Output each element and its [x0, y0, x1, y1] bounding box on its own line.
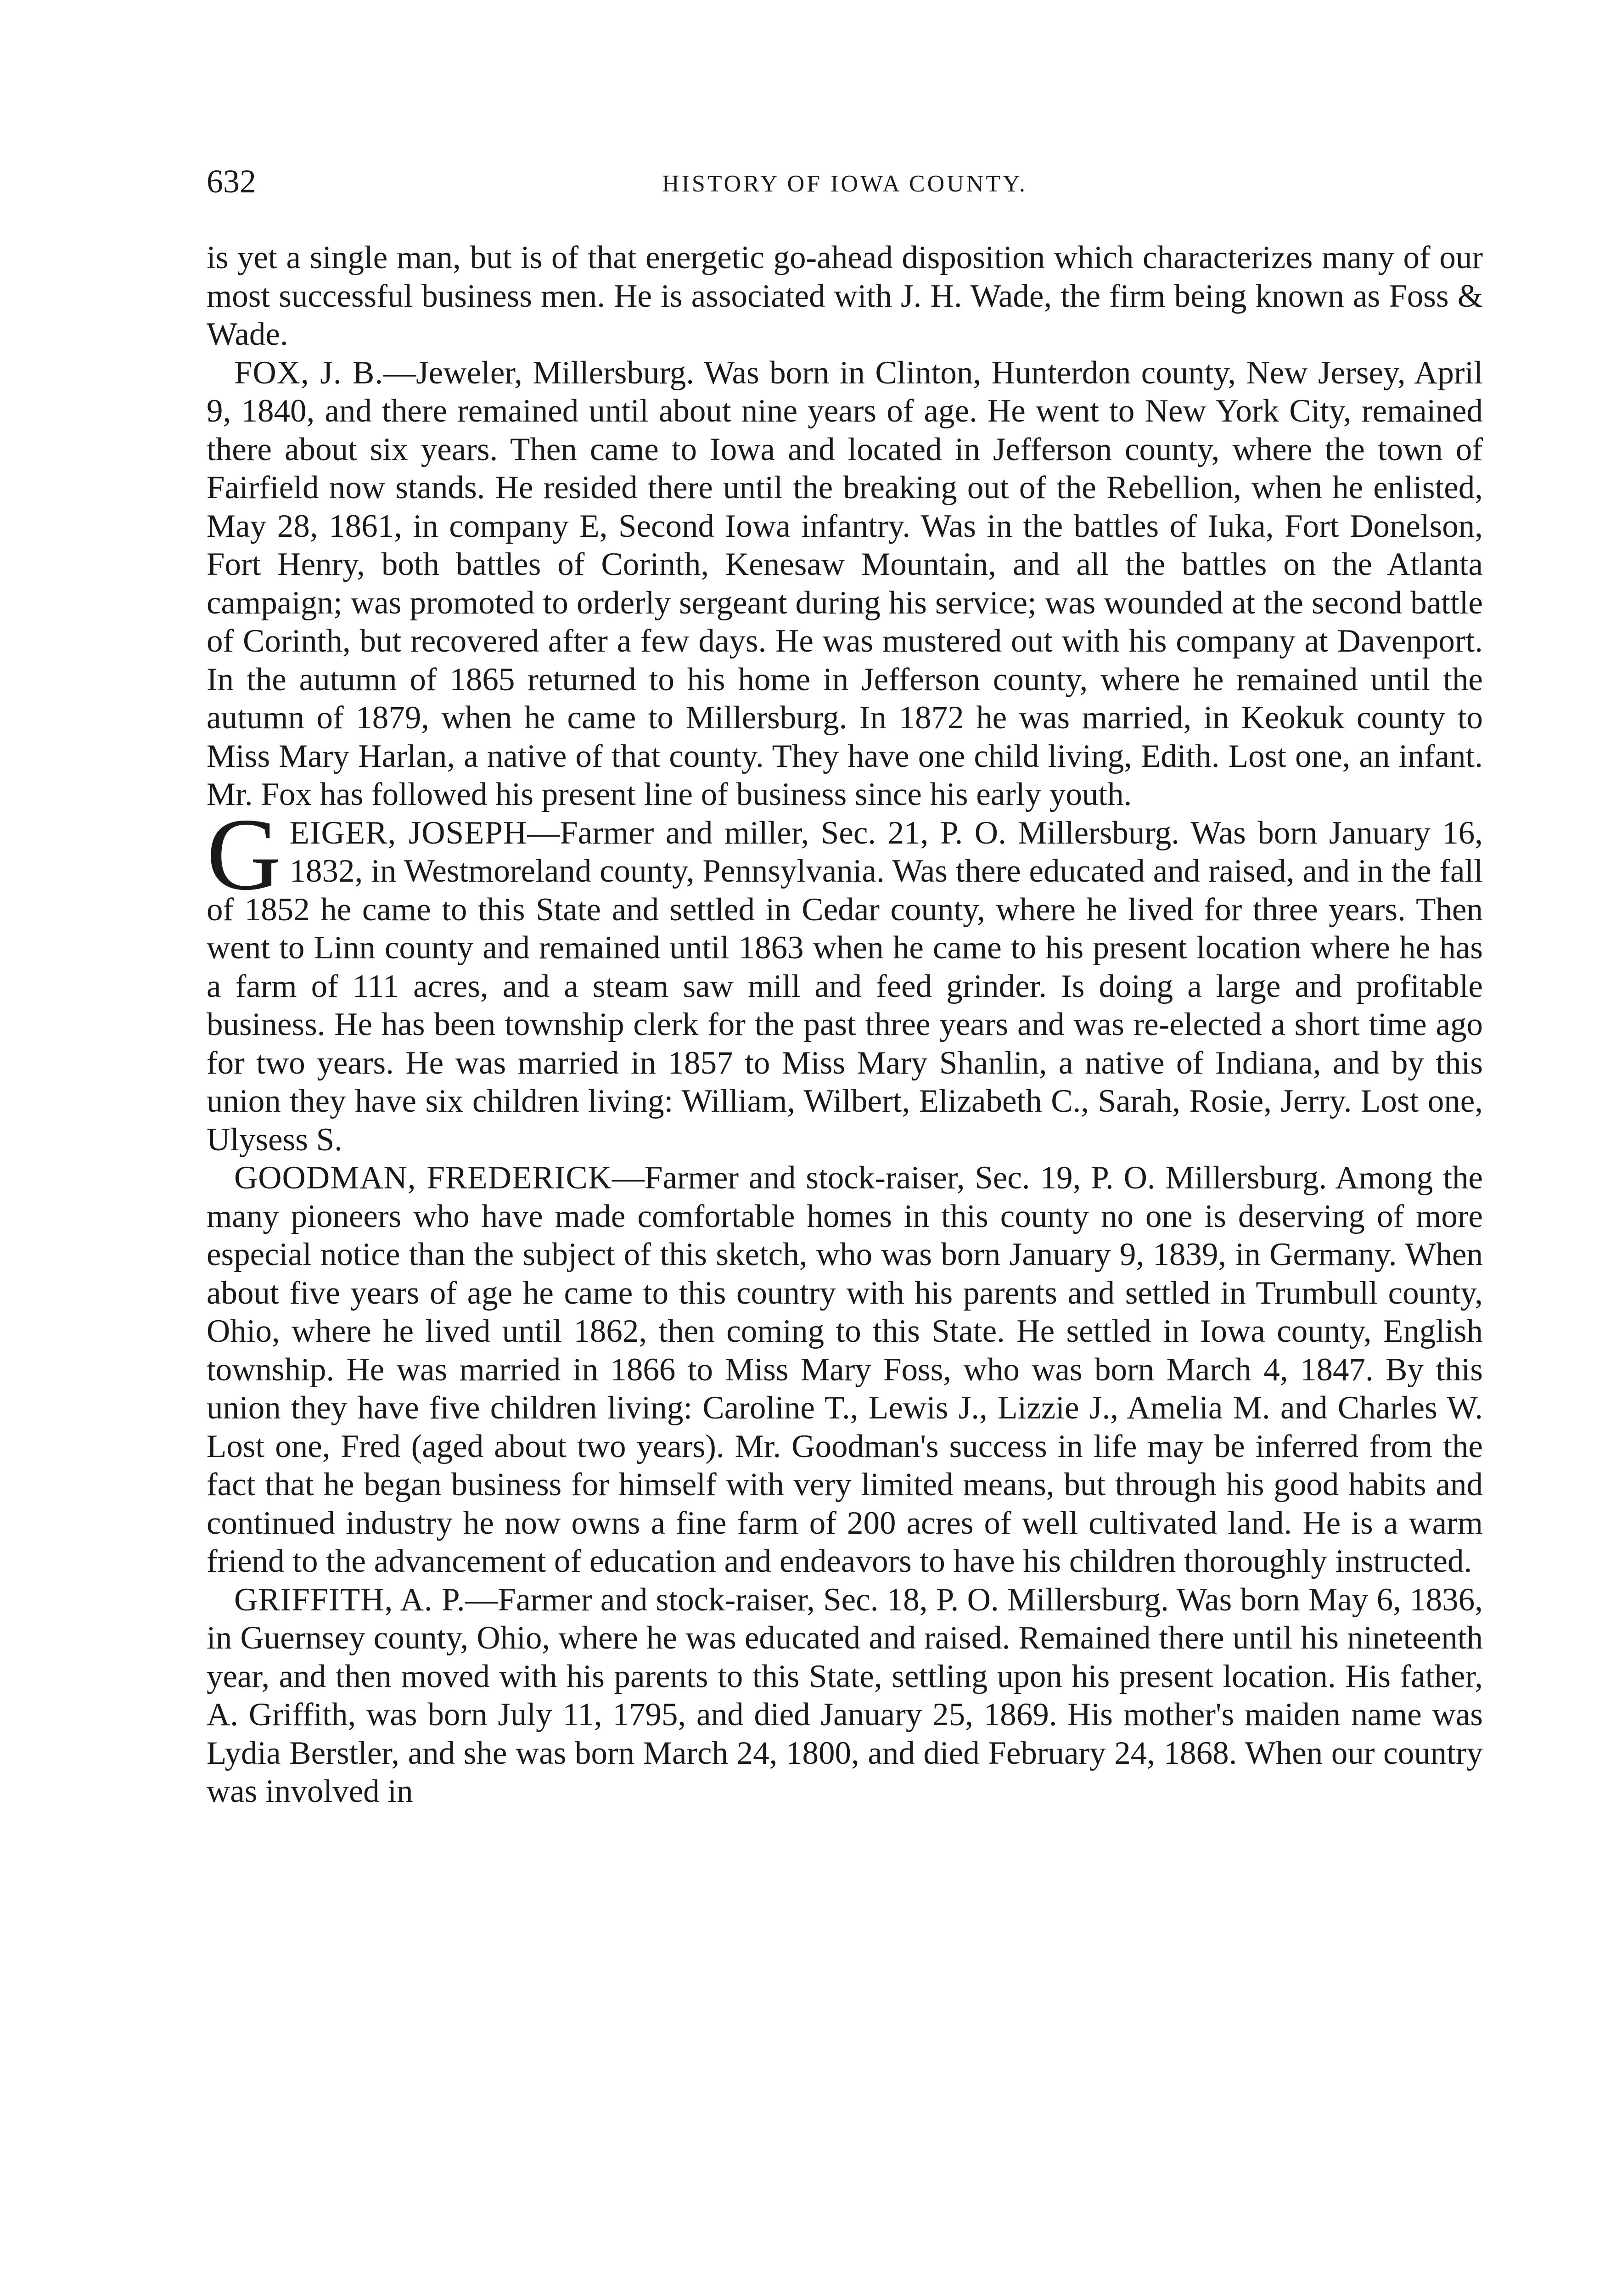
page-number: 632	[207, 163, 256, 200]
continuation-paragraph	[207, 239, 1483, 354]
drop-cap-letter: G	[207, 796, 281, 912]
entry-griffith	[207, 1581, 1483, 1811]
entry-text-geiger: —Farmer and miller, Sec. 21, P. O. Millersburg. Was born January 16, 1832, in Westmoreland county, Pennsylvania. Was there educated and raised, and in the fall of 1852 he came to this State and settled in Cedar county, where he lived for three years. Then went to Linn county and remained until 1863 when he came to his present location where he has a farm of 111 acres, and a steam saw mill and feed grinder. Is doing a large and profitable business. He has been township clerk for the past three years and was re-elected a short time ago for two years. He was married in 1857 to Miss Mary Shanlin, a native of Indiana, and by this union they have six children living: William, Wilbert, Elizabeth C., Sarah, Rosie, Jerry. Lost one, Ulysess S.	[207, 815, 1483, 1158]
entry-geiger	[207, 796, 1483, 1159]
entry-goodman	[207, 1159, 1483, 1581]
entry-name-geiger: EIGER, JOSEPH	[289, 815, 527, 851]
entry-text-griffith: —Farmer and stock-raiser, Sec. 18, P. O. Millersburg. Was born May 6, 1836, in Guernsey county, Ohio, where he was educated and raised. Remained there until his nineteenth year, and then moved with his parents to this State, settling upon his present location. His father, A. Griffith, was born July 11, 1795, and died January 25, 1869. His mother's maiden name was Lydia Berstler, and she was born March 24, 1800, and died February 24, 1868. When our country was involved in	[207, 1581, 1483, 1809]
entry-text-fox: —Jeweler, Millersburg. Was born in Clinton, Hunterdon county, New Jersey, April 9, 1840, and there remained until about nine years of age. He went to New York City, remained there about six years. Then came to Iowa and located in Jefferson county, where the town of Fairfield now stands. He resided there until the breaking out of the Rebellion, when he enlisted, May 28, 1861, in company E, Second Iowa infantry. Was in the battles of Iuka, Fort Donelson, Fort Henry, both battles of Corinth, Kenesaw Mountain, and all the battles on the Atlanta campaign; was promoted to orderly sergeant during his service; was wounded at the second battle of Corinth, but recovered after a few days. He was mustered out with his company at Davenport. In the autumn of 1865 returned to his home in Jefferson county, where he remained until the autumn of 1879, when he came to Millersburg. In 1872 he was married, in Keokuk county to Miss Mary Harlan, a native of that county. They have one child living, Edith. Lost one, an infant. Mr. Fox has followed his present line of business since his early youth.	[207, 355, 1483, 812]
entry-text-goodman: —Farmer and stock-raiser, Sec. 19, P. O. Millersburg. Among the many pioneers who have made comfortable homes in this county no one is deserving of more especial notice than the subject of this sketch, who was born January 9, 1839, in Germany. When about five years of age he came to this country with his parents and settled in Trumbull county, Ohio, where he lived until 1862, then coming to this State. He settled in Iowa county, English township. He was married in 1866 to Miss Mary Foss, who was born March 4, 1847. By this union they have five children living: Caroline T., Lewis J., Lizzie J., Amelia M. and Charles W. Lost one, Fred (aged about two years). Mr. Goodman's success in life may be inferred from the fact that he began business for himself with very limited means, but through his good habits and continued industry he now owns a fine farm of 200 acres of well cultivated land. He is a warm friend to the advancement of education and endeavors to have his children thoroughly instructed.	[207, 1160, 1483, 1579]
body-text	[207, 239, 1483, 1811]
running-head: HISTORY OF IOWA COUNTY.	[662, 171, 1027, 197]
entry-name-goodman: GOODMAN, FREDERICK	[234, 1160, 612, 1196]
entry-fox	[207, 354, 1483, 814]
entry-name-griffith: GRIFFITH, A. P.	[234, 1581, 466, 1618]
continuation-text: is yet a single man, but is of that energetic go-ahead disposition which characterizes many of our most successful business men. He is associated with J. H. Wade, the firm being known as Foss & Wade.	[207, 240, 1483, 352]
page-header	[207, 158, 1483, 209]
entry-name-fox: FOX, J. B.	[234, 355, 384, 391]
